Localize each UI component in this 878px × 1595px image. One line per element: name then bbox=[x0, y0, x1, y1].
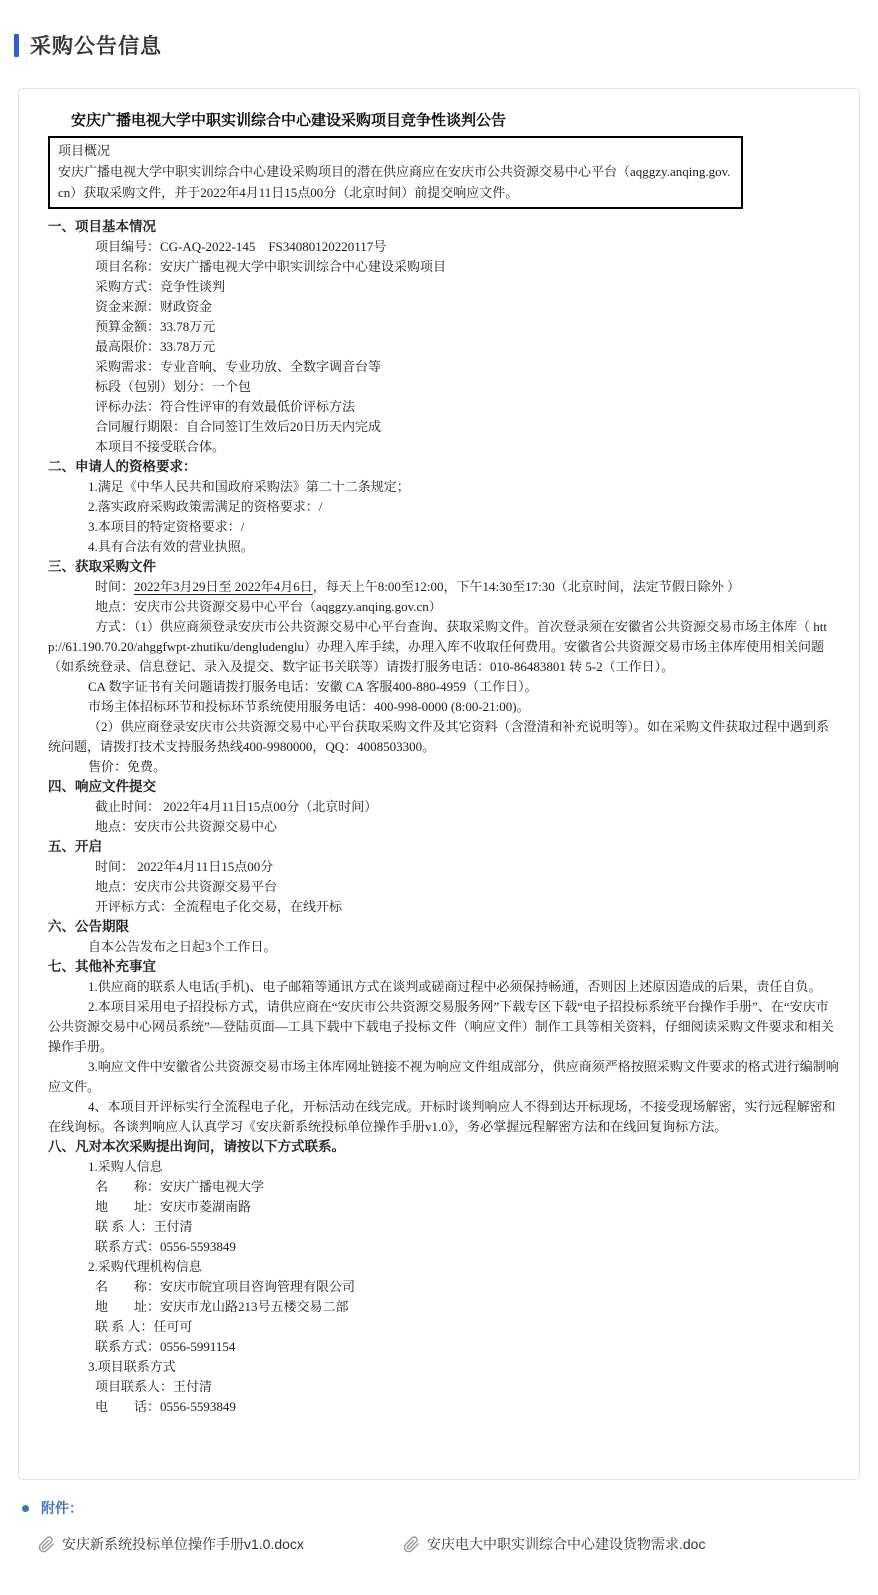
doc-line: 2.采购代理机构信息 bbox=[88, 1259, 202, 1274]
section-heading: 五、开启 bbox=[48, 839, 102, 854]
attachments-label: 附件： bbox=[41, 1500, 83, 1516]
doc-line bbox=[48, 577, 839, 597]
doc-line: 名 称：安庆市皖宜项目咨询管理有限公司 bbox=[95, 1279, 356, 1294]
doc-line: 合同履行期限：自合同签订生效后20日历天内完成 bbox=[95, 419, 382, 434]
doc-line: 标段（包别）划分：一个包 bbox=[95, 379, 252, 394]
section-heading: 三、获取采购文件 bbox=[48, 559, 156, 574]
doc-line: 3.响应文件中安徽省公共资源交易市场主体库网址链接不视为响应文件组成部分，供应商须严格按照采购文件要求的格式进行编制响应文件。 bbox=[48, 1059, 839, 1094]
doc-line: 4、本项目开评标实行全流程电子化，开标活动在线完成。开标时谈判响应人不得到达开标现场，不接受现场解密，实行远程解密和在线询标。各谈判响应人认真学习《安庆新系统投标单位操作手册v1.0》，务必掌握远程解密方法和在线回复询标方法。 bbox=[48, 1099, 836, 1134]
doc-line: 名 称：安庆广播电视大学 bbox=[95, 1179, 265, 1194]
doc-line: CA 数字证书有关问题请拨打服务电话：安徽 CA 客服400-880-4959（工作日）。 bbox=[88, 679, 538, 694]
doc-line: 自本公告发布之日起3个工作日。 bbox=[88, 939, 277, 954]
attachment-list bbox=[38, 1534, 878, 1554]
page-header bbox=[14, 30, 878, 60]
doc-line: 地点：安庆市公共资源交易平台 bbox=[95, 879, 278, 894]
doc-line: 地 址：安庆市龙山路213号五楼交易二部 bbox=[95, 1299, 349, 1314]
doc-line: 评标办法：符合性评审的有效最低价评标方法 bbox=[95, 399, 356, 414]
doc-line: 1.供应商的联系人电话(手机)、电子邮箱等通讯方式在谈判或磋商过程中必须保持畅通，否则因上述原因造成的后果，责任自负。 bbox=[88, 979, 822, 994]
doc-line: 市场主体招标环节和投标环节系统使用服务电话：400-998-0000 (8:00-21:00)。 bbox=[88, 699, 530, 714]
doc-line: 2.落实政府采购政策需满足的资格要求：/ bbox=[88, 499, 323, 514]
doc-line: 项目编号：CG-AQ-2022-145 FS34080120220117号 bbox=[95, 239, 387, 254]
doc-line: 预算金额：33.78万元 bbox=[95, 319, 216, 334]
dot-icon bbox=[22, 1505, 29, 1512]
announcement-document bbox=[48, 111, 839, 1417]
attachment-file[interactable] bbox=[403, 1534, 705, 1554]
doc-line: 开评标方式：全流程电子化交易，在线开标 bbox=[95, 899, 343, 914]
section-heading: 一、项目基本情况 bbox=[48, 219, 156, 234]
page-title: 采购公告信息 bbox=[30, 35, 162, 58]
doc-line: 联系方式：0556-5593849 bbox=[95, 1239, 236, 1254]
overview-label: 项目概况 bbox=[58, 143, 111, 158]
doc-line: 地点：安庆市公共资源交易中心 bbox=[95, 819, 278, 834]
doc-line: 联 系 人：任可可 bbox=[95, 1319, 193, 1334]
document-title: 安庆广播电视大学中职实训综合中心建设采购项目竞争性谈判公告 bbox=[71, 112, 507, 129]
text-segment: 时间： bbox=[95, 579, 135, 594]
doc-line: 联 系 人：王付清 bbox=[95, 1219, 193, 1234]
doc-line: 联系方式：0556-5991154 bbox=[95, 1339, 236, 1354]
attachment-file[interactable] bbox=[38, 1534, 403, 1554]
text-segment: ，每天上午8:00至12:00，下午14:30至17:30（北京时间，法定节假日除外 ） bbox=[312, 579, 740, 594]
doc-line: （2）供应商登录安庆市公共资源交易中心平台获取采购文件及其它资料（含澄清和补充说明等）。如在采购文件获取过程中遇到系统问题，请拨打技术支持服务热线400-9980000，QQ：4008503300。 bbox=[48, 719, 830, 754]
doc-line: 截止时间： 2022年4月11日15点00分（北京时间） bbox=[95, 799, 378, 814]
overview-text: 安庆广播电视大学中职实训综合中心建设采购项目的潜在供应商应在安庆市公共资源交易中心平台（aqggzy.anqing.gov.cn）获取采购文件，并于2022年4月11日15点00分（北京时间）前提交响应文件。 bbox=[58, 164, 731, 200]
doc-line: 地 址：安庆市菱湖南路 bbox=[95, 1199, 252, 1214]
doc-line: 项目联系人：王付清 bbox=[95, 1379, 213, 1394]
doc-line: 时间： 2022年4月11日15点00分 bbox=[95, 859, 274, 874]
doc-line: 资金来源：财政资金 bbox=[95, 299, 213, 314]
doc-line: 项目名称：安庆广播电视大学中职实训综合中心建设采购项目 bbox=[95, 259, 447, 274]
underlined-text: 2022年3月29日至 2022年4月6日 bbox=[134, 579, 313, 594]
doc-line: 2.本项目采用电子招投标方式，请供应商在“安庆市公共资源交易服务网”下载专区下载“电子招投标系统平台操作手册”、在“安庆市公共资源交易中心网员系统”—登陆页面—工具下载中下载电子投标文件（响应文件）制作工具等相关资料，仔细阅读采购文件要求和相关操作手册。 bbox=[48, 999, 834, 1054]
doc-line: 1.采购人信息 bbox=[88, 1159, 163, 1174]
doc-line: 采购方式：竞争性谈判 bbox=[95, 279, 226, 294]
doc-line: 4.具有合法有效的营业执照。 bbox=[88, 539, 254, 554]
doc-line: 本项目不接受联合体。 bbox=[95, 439, 226, 454]
project-overview-box bbox=[48, 136, 743, 209]
paperclip-icon bbox=[38, 1536, 55, 1553]
doc-line: 最高限价：33.78万元 bbox=[95, 339, 216, 354]
attachment-name[interactable]: 安庆电大中职实训综合中心建设货物需求.doc bbox=[427, 1536, 706, 1552]
section-heading: 六、公告期限 bbox=[48, 919, 129, 934]
section-heading: 四、响应文件提交 bbox=[48, 779, 156, 794]
doc-line: 售价：免费。 bbox=[88, 759, 167, 774]
section-heading: 二、申请人的资格要求： bbox=[48, 459, 197, 474]
paperclip-icon bbox=[403, 1536, 420, 1553]
section-heading: 八、凡对本次采购提出询问，请按以下方式联系。 bbox=[48, 1139, 345, 1154]
attachments-section bbox=[22, 1498, 878, 1554]
accent-bar-icon bbox=[14, 34, 19, 57]
attachments-header bbox=[22, 1498, 878, 1518]
doc-line: 采购需求：专业音响、专业功放、全数字调音台等 bbox=[95, 359, 382, 374]
doc-line: 1.满足《中华人民共和国政府采购法》第二十二条规定； bbox=[88, 479, 410, 494]
attachment-name[interactable]: 安庆新系统投标单位操作手册v1.0.docx bbox=[62, 1536, 304, 1552]
doc-line: 电 话：0556-5593849 bbox=[95, 1399, 236, 1414]
doc-line: 3.项目联系方式 bbox=[88, 1359, 176, 1374]
section-heading: 七、其他补充事宜 bbox=[48, 959, 156, 974]
doc-line: 3.本项目的特定资格要求：/ bbox=[88, 519, 245, 534]
doc-line: 地点：安庆市公共资源交易中心平台（aqggzy.anqing.gov.cn） bbox=[95, 599, 442, 614]
document-body bbox=[48, 217, 839, 1417]
announcement-card bbox=[18, 88, 860, 1480]
doc-line: 方式：（1）供应商须登录安庆市公共资源交易中心平台查询、获取采购文件。首次登录须在安徽省公共资源交易市场主体库（ http://61.190.70.20/ahggfwpt-zhutiku/dengludenglu）办理入库手续，办理入库不收取任何费用。安徽省公共资源交易市场主体库使用相关问题（如系统登录、信息登记、录入及提交、数字证书关联等）请拨打服务电话：010-86483801 转 5-2（工作日）。 bbox=[48, 619, 827, 674]
